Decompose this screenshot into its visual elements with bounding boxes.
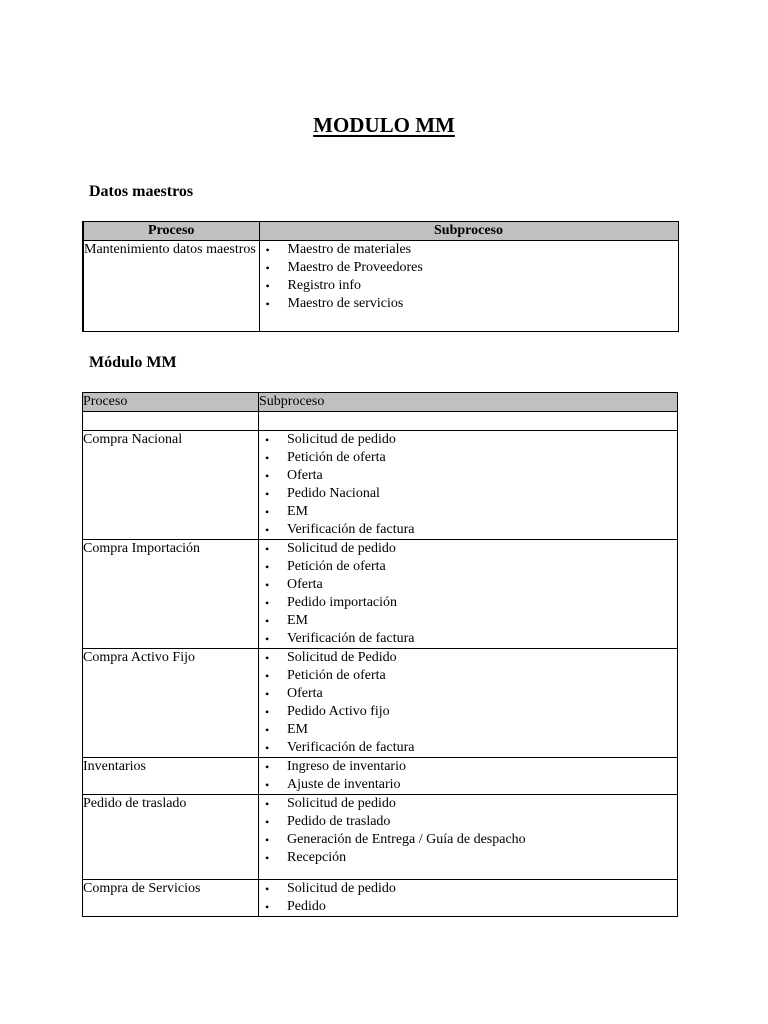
- subprocess-label: Pedido de traslado: [287, 814, 391, 829]
- subprocess-label: Recepción: [287, 850, 347, 865]
- bullet-icon: •: [265, 596, 270, 610]
- subprocess-label: EM: [287, 613, 308, 628]
- bullet-icon: •: [265, 614, 270, 628]
- column-header-proceso: Proceso: [83, 222, 259, 241]
- bullet-icon: •: [265, 487, 270, 501]
- process-cell: Compra Importación: [83, 540, 259, 649]
- subprocess-item: [259, 776, 677, 794]
- subprocess-item: [259, 485, 677, 503]
- subprocess-label: Oferta: [287, 686, 323, 701]
- subprocess-label: Maestro de Proveedores: [287, 260, 423, 275]
- table-row: [83, 795, 678, 880]
- bullet-icon: •: [265, 469, 270, 483]
- bullet-icon: •: [265, 297, 270, 311]
- modulo-mm-table: [82, 392, 678, 917]
- bullet-icon: •: [265, 797, 270, 811]
- subprocess-label: Maestro de materiales: [287, 242, 412, 257]
- subprocess-cell: [259, 880, 678, 917]
- subprocess-label: Petición de oferta: [287, 668, 386, 683]
- bullet-icon: •: [265, 900, 270, 914]
- subprocess-item: [259, 449, 677, 467]
- subprocess-item: [259, 703, 677, 721]
- subprocess-label: Oferta: [287, 577, 323, 592]
- section-heading-datos-maestros: Datos maestros: [89, 183, 194, 200]
- bullet-icon: •: [265, 882, 270, 896]
- subprocess-item: [259, 849, 677, 867]
- bullet-icon: •: [265, 433, 270, 447]
- bullet-icon: •: [265, 451, 270, 465]
- subprocess-item: [260, 277, 678, 295]
- bullet-icon: •: [265, 243, 270, 257]
- table-row: [83, 649, 678, 758]
- bullet-icon: •: [265, 632, 270, 646]
- subprocess-item: [259, 503, 677, 521]
- subprocess-cell: [259, 795, 678, 880]
- subprocess-label: Pedido Nacional: [287, 486, 380, 501]
- subprocess-label: Registro info: [287, 278, 361, 293]
- subprocess-cell: [259, 241, 678, 332]
- subprocess-list: [259, 795, 677, 867]
- subprocess-item: [259, 630, 677, 648]
- table-row: [83, 758, 678, 795]
- subprocess-item: [259, 813, 677, 831]
- bullet-icon: •: [265, 523, 270, 537]
- table-row: [83, 431, 678, 540]
- subprocess-label: Ingreso de inventario: [287, 759, 406, 774]
- subprocess-list: [260, 241, 678, 313]
- subprocess-cell: [259, 758, 678, 795]
- table-row: [83, 241, 678, 332]
- empty-cell: [259, 412, 678, 431]
- subprocess-label: Verificación de factura: [287, 740, 415, 755]
- process-cell: Compra de Servicios: [83, 880, 259, 917]
- subprocess-label: Solicitud de Pedido: [287, 650, 397, 665]
- subprocess-item: [259, 612, 677, 630]
- subprocess-item: [260, 295, 678, 313]
- bullet-icon: •: [265, 651, 270, 665]
- bullet-icon: •: [265, 560, 270, 574]
- subprocess-label: Petición de oferta: [287, 559, 386, 574]
- bullet-icon: •: [265, 505, 270, 519]
- subprocess-label: Verificación de factura: [287, 522, 415, 537]
- subprocess-label: EM: [287, 722, 308, 737]
- process-cell: Compra Nacional: [83, 431, 259, 540]
- subprocess-item: [260, 241, 678, 259]
- subprocess-label: Ajuste de inventario: [287, 777, 401, 792]
- bullet-icon: •: [265, 851, 270, 865]
- subprocess-label: Oferta: [287, 468, 323, 483]
- column-header-subproceso: Subproceso: [259, 222, 678, 241]
- process-cell: Pedido de traslado: [83, 795, 259, 880]
- subprocess-list: [259, 758, 677, 794]
- subprocess-item: [259, 558, 677, 576]
- bullet-icon: •: [265, 741, 270, 755]
- bullet-icon: •: [265, 760, 270, 774]
- subprocess-list: [259, 540, 677, 648]
- subprocess-label: Pedido: [287, 899, 326, 914]
- subprocess-list: [259, 431, 677, 539]
- column-header-proceso: Proceso: [83, 393, 259, 412]
- subprocess-item: [259, 467, 677, 485]
- subprocess-item: [259, 540, 677, 558]
- subprocess-label: Solicitud de pedido: [287, 432, 396, 447]
- process-cell: Compra Activo Fijo: [83, 649, 259, 758]
- subprocess-label: Pedido importación: [287, 595, 398, 610]
- subprocess-list: [259, 649, 677, 757]
- subprocess-item: [259, 721, 677, 739]
- process-cell: Inventarios: [83, 758, 259, 795]
- subprocess-item: [259, 831, 677, 849]
- page-title: MODULO MM: [313, 113, 455, 137]
- process-cell: Mantenimiento datos maestros: [83, 241, 259, 332]
- subprocess-item: [259, 667, 677, 685]
- subprocess-cell: [259, 649, 678, 758]
- column-header-subproceso: Subproceso: [259, 393, 678, 412]
- subprocess-item: [259, 758, 677, 776]
- bullet-icon: •: [265, 669, 270, 683]
- subprocess-label: Solicitud de pedido: [287, 796, 396, 811]
- modulo-mm-table-body: [83, 431, 678, 917]
- subprocess-item: [259, 649, 677, 667]
- subprocess-label: Maestro de servicios: [287, 296, 404, 311]
- subprocess-item: [259, 795, 677, 813]
- section-heading-modulo-mm: Módulo MM: [89, 354, 177, 371]
- bullet-icon: •: [265, 542, 270, 556]
- subprocess-cell: [259, 540, 678, 649]
- bullet-icon: •: [265, 279, 270, 293]
- subprocess-item: [259, 521, 677, 539]
- bullet-icon: •: [265, 578, 270, 592]
- table-row: [83, 880, 678, 917]
- subprocess-label: Solicitud de pedido: [287, 541, 396, 556]
- subprocess-list: [259, 880, 677, 916]
- subprocess-item: [259, 739, 677, 757]
- subprocess-label: EM: [287, 504, 308, 519]
- empty-cell: [83, 412, 259, 431]
- subprocess-item: [259, 898, 677, 916]
- subprocess-label: Verificación de factura: [287, 631, 415, 646]
- subprocess-item: [259, 880, 677, 898]
- subprocess-item: [259, 685, 677, 703]
- empty-row: [83, 412, 678, 431]
- subprocess-label: Generación de Entrega / Guía de despacho: [287, 832, 526, 847]
- subprocess-label: Petición de oferta: [287, 450, 386, 465]
- subprocess-item: [260, 259, 678, 277]
- subprocess-label: Pedido Activo fijo: [287, 704, 390, 719]
- datos-maestros-table: [82, 221, 679, 332]
- bullet-icon: •: [265, 833, 270, 847]
- bullet-icon: •: [265, 687, 270, 701]
- bullet-icon: •: [265, 705, 270, 719]
- subprocess-item: [259, 594, 677, 612]
- bullet-icon: •: [265, 261, 270, 275]
- subprocess-cell: [259, 431, 678, 540]
- subprocess-item: [259, 576, 677, 594]
- table-row: [83, 540, 678, 649]
- bullet-icon: •: [265, 778, 270, 792]
- subprocess-label: Solicitud de pedido: [287, 881, 396, 896]
- subprocess-item: [259, 431, 677, 449]
- bullet-icon: •: [265, 815, 270, 829]
- bullet-icon: •: [265, 723, 270, 737]
